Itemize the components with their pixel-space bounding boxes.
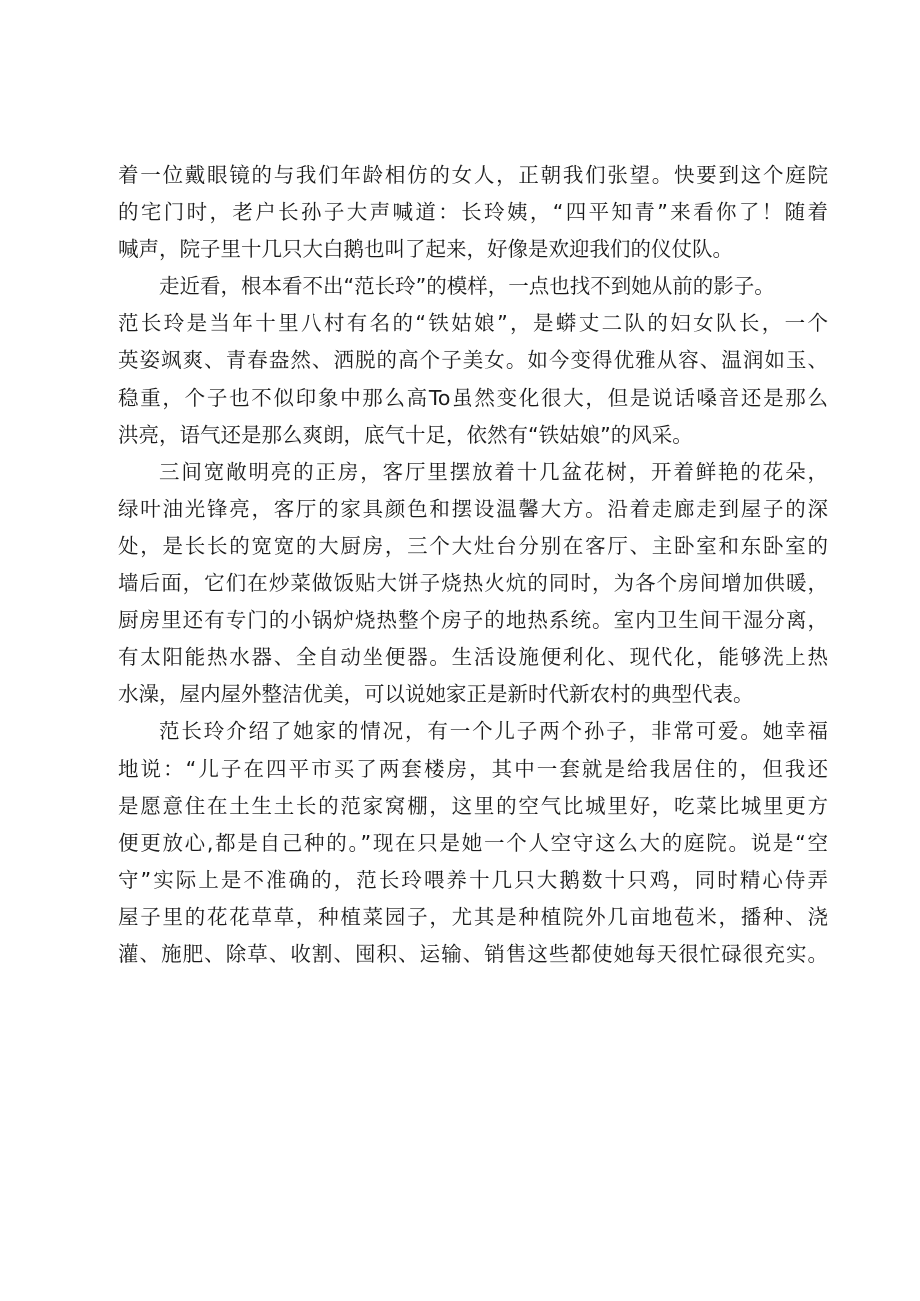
- text-line: 厨房里还有专门的小锅炉烧热整个房子的地热系统。室内卫生间干湿分离，: [118, 608, 828, 633]
- text-line: 走近看，根本看不出“范长玲”的模样，一点也找不到她从前的影子。: [159, 274, 775, 299]
- paragraph-3: [118, 454, 828, 714]
- article-body: [118, 157, 828, 973]
- text-line: 稳重，个子也不似印象中那么高To虽然变化很大，但是说话嗓音还是那么: [118, 385, 828, 410]
- text-line: 绿叶油光锋亮，客厅的家具颜色和摆设温馨大方。沿着走廊走到屋子的深: [118, 496, 828, 521]
- text-line: 地说：“儿子在四平市买了两套楼房，其中一套就是给我居住的，但我还: [118, 756, 828, 781]
- text-line: 洪亮，语气还是那么爽朗，底气十足，依然有“铁姑娘”的风采。: [118, 422, 693, 447]
- text-line: 三间宽敞明亮的正房，客厅里摆放着十几盆花树，开着鲜艳的花朵，: [159, 459, 828, 484]
- text-line: 是愿意住在土生土长的范家窝棚，这里的空气比城里好，吃菜比城里更方: [118, 793, 828, 818]
- text-line: 英姿飒爽、青春盎然、洒脱的高个子美女。如今变得优雅从容、温润如玉、: [118, 348, 828, 373]
- text-line: 水澡，屋内屋外整洁优美，可以说她家正是新时代新农村的典型代表。: [118, 682, 754, 707]
- text-line: 的宅门时，老户长孙子大声喊道：长玲姨，“四平知青”来看你了！随着: [118, 200, 828, 225]
- text-line: 范长玲介绍了她家的情况，有一个儿子两个孙子，非常可爱。她幸福: [159, 719, 828, 744]
- text-line: 有太阳能热水器、全自动坐便器。生活设施便利化、现代化，能够洗上热: [118, 645, 828, 670]
- text-line: 屋子里的花花草草，种植菜园子，尤其是种植院外几亩地苞米，播种、浇: [118, 904, 828, 929]
- text-line: 喊声，院子里十几只大白鹅也叫了起来，好像是欢迎我们的仪仗队。: [118, 237, 733, 262]
- paragraph-4: [118, 713, 828, 973]
- text-line: 灌、施肥、除草、收割、囤积、运输、销售这些都使她每天很忙碌很充实。: [118, 941, 828, 966]
- paragraph-2: [118, 268, 828, 453]
- text-line: 守”实际上是不准确的，范长玲喂养十几只大鹅数十只鸡，同时精心侍弄: [118, 867, 828, 892]
- text-line: 处，是长长的宽宽的大厨房，三个大灶台分别在客厅、主卧室和东卧室的: [118, 533, 828, 558]
- text-line: 便更放心,都是自己种的。”现在只是她一个人空守这么大的庭院。说是“空: [118, 830, 828, 855]
- text-line: 墙后面，它们在炒菜做饭贴大饼子烧热火炕的同时，为各个房间增加供暖，: [118, 571, 828, 596]
- text-line: 着一位戴眼镜的与我们年龄相仿的女人，正朝我们张望。快要到这个庭院: [118, 163, 828, 187]
- paragraph-1: [118, 157, 828, 268]
- text-line: 范长玲是当年十里八村有名的“铁姑娘”，是蟒丈二队的妇女队长，一个: [118, 311, 828, 336]
